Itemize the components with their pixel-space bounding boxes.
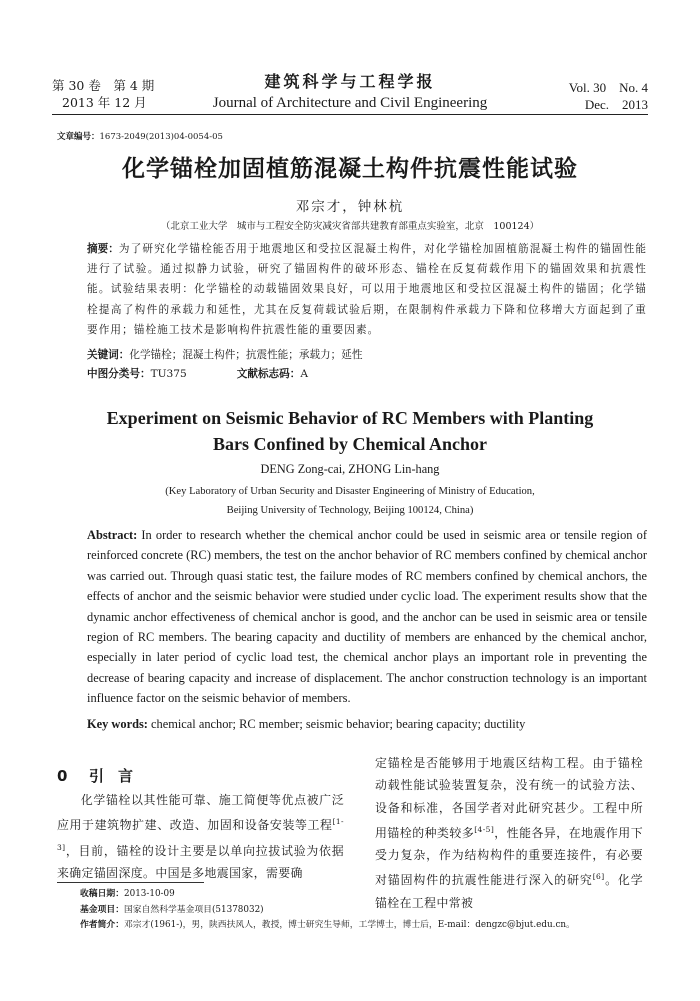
classification [87, 365, 308, 383]
header-volume-en [569, 79, 648, 113]
fund-label: 基金项目： [80, 904, 124, 915]
date-cn: 2013 年 12 月 [62, 95, 147, 110]
keywords-en-text: chemical anchor; RC member; seismic behavior; bearing capacity; ductility [151, 717, 526, 731]
doc-code-label: 文献标志码： [236, 368, 301, 380]
affiliation-en-line2: Beijing University of Technology, Beijing 100124, China) [226, 505, 474, 516]
title-en [60, 405, 640, 457]
header-journal [160, 72, 540, 114]
body-left-text-1: 化学锚栓以其性能可靠、施工简便等优点被广泛应用于建筑物扩建、改造、加固和设备安装等工程 [57, 793, 344, 833]
body-column-left [57, 760, 344, 884]
affiliation-en [40, 482, 660, 520]
affiliation-cn: （北京工业大学 城市与工程安全防灾减灾省部共建教育部重点实验室，北京 100124） [160, 221, 540, 232]
abstract-en-text: In order to research whether the chemical anchor could be used in seismic area or tensile region of reinforced concrete (RC) members, the test on the anchor behavior of RC members confined by chemical anchor was carried out. Through quasi static test, the failure modes of RC members confined by chemical anchors, the effects of anchor and the seismic behavior were studied under cyclic load. The experiment results show that the dynamic anchor effectiveness of chemical anchor is good, and the anchor can be used in seismic area or tensile region of RC members. The bearing capacity and ductility of members are enhanced by the chemical anchor, especially in later period of cyclic load test, the chemical anchor plays an important role in preventing the decrease of bearing capacity and increase of displacement. The anchor construction technology is an important influence factor on the seismic behavior of members. [87, 528, 647, 706]
section-title: 引言 [89, 767, 148, 785]
body-right-text-3: 。化学锚栓在工程中常被 [375, 873, 643, 910]
footnote-author [80, 918, 575, 934]
title-cn: 化学锚栓加固植筋混凝土构件抗震性能试验 [122, 156, 578, 182]
footnotes [80, 887, 575, 934]
authors-cn: 邓宗才，钟林杭 [295, 199, 405, 215]
keywords-cn [87, 346, 362, 364]
date-en: Dec. 2013 [584, 97, 648, 112]
title-en-line2: Bars Confined by Chemical Anchor [212, 434, 488, 454]
journal-name-cn: 建筑科学与工程学报 [264, 72, 436, 91]
title-en-line1: Experiment on Seismic Behavior of RC Members with Planting [106, 408, 594, 428]
body-left-text-2: ，目前，锚栓的设计主要是以单向拉拔试验为依据来确定锚固深度。中国是多地震国家，需要确 [57, 843, 344, 880]
clc-value: TU375 [150, 368, 187, 380]
clc-label: 中图分类号： [87, 368, 151, 380]
abstract-cn-label: 摘要： [87, 243, 119, 255]
footnote-fund [80, 903, 575, 919]
journal-name-en: Journal of Architecture and Civil Engineering [212, 95, 488, 111]
article-number [57, 130, 223, 142]
author-bio-text: 邓宗才(1961-)，男，陕西扶风人，教授，博士研究生导师，工学博士，博士后，E-mail：dengzc@bjut.edu.cn。 [124, 920, 575, 930]
keywords-cn-text: 化学锚栓；混凝土构件；抗震性能；承载力；延性 [129, 349, 363, 361]
keywords-en-label: Key words: [87, 717, 148, 731]
citation: [1-3] [57, 817, 344, 852]
volume-issue-cn: 第 30 卷 第 4 期 [52, 78, 155, 93]
citation: [4-5] [474, 824, 495, 834]
authors-en: DENG Zong-cai, ZHONG Lin-hang [260, 462, 440, 476]
body-right-text-1: 定锚栓是否能够用于地震区结构工程。由于锚栓动载性能试验装置复杂，没有统一的试验方法、设备和标准，各国学者对此研究甚少。工程中所用锚栓的种类较多 [375, 756, 643, 840]
keywords-en [87, 717, 525, 732]
section-heading [57, 765, 344, 789]
volume-issue-en: Vol. 30 No. 4 [568, 80, 648, 95]
header-divider [52, 114, 648, 115]
received-label: 收稿日期： [80, 889, 124, 899]
abstract-en-label: Abstract: [87, 528, 138, 542]
body-right-text-2: ，性能各异，在地震作用下受力复杂，作为结构构件的重要连接件，有必要对锚固构件的抗震性能进行深入的研究 [375, 825, 644, 888]
section-number: 0 [57, 767, 68, 785]
footnote-received [80, 887, 575, 903]
abstract-cn-text: 为了研究化学锚栓能否用于地震地区和受拉区混凝土构件，对化学锚栓加固植筋混凝土构件的锚固性能进行了试验。通过拟静力试验，研究了锚固构件的破坏形态、锚栓在反复荷载作用下的锚固效果和抗震性能。试验结果表明：化学锚栓的动载锚固效果良好，可以用于地震地区和受拉区混凝土构件的锚固；化学锚栓提高了构件的承载力和延性，尤其在反复荷载试验后期，在限制构件承载力下降和位移增大方面起到了重要作用；锚栓施工技术是影响构件抗震性能的重要因素。 [87, 243, 648, 336]
article-number-value: 1673-2049(2013)04-0054-05 [99, 132, 223, 142]
citation: [6] [592, 872, 605, 882]
doc-code-value: A [300, 368, 308, 380]
article-number-label: 文章编号： [57, 132, 100, 142]
received-date: 2013-10-09 [124, 889, 175, 899]
body-paragraph [57, 789, 344, 884]
fund-text: 国家自然科学基金项目(51378032) [124, 904, 264, 915]
keywords-cn-label: 关键词： [87, 349, 130, 361]
footnote-divider [57, 882, 204, 883]
header-volume-cn [52, 77, 154, 111]
abstract-en [87, 525, 647, 709]
affiliation-en-line1: (Key Laboratory of Urban Security and Disaster Engineering of Ministry of Education, [165, 486, 535, 497]
author-bio-label: 作者简介： [80, 920, 124, 930]
abstract-cn [87, 239, 647, 340]
